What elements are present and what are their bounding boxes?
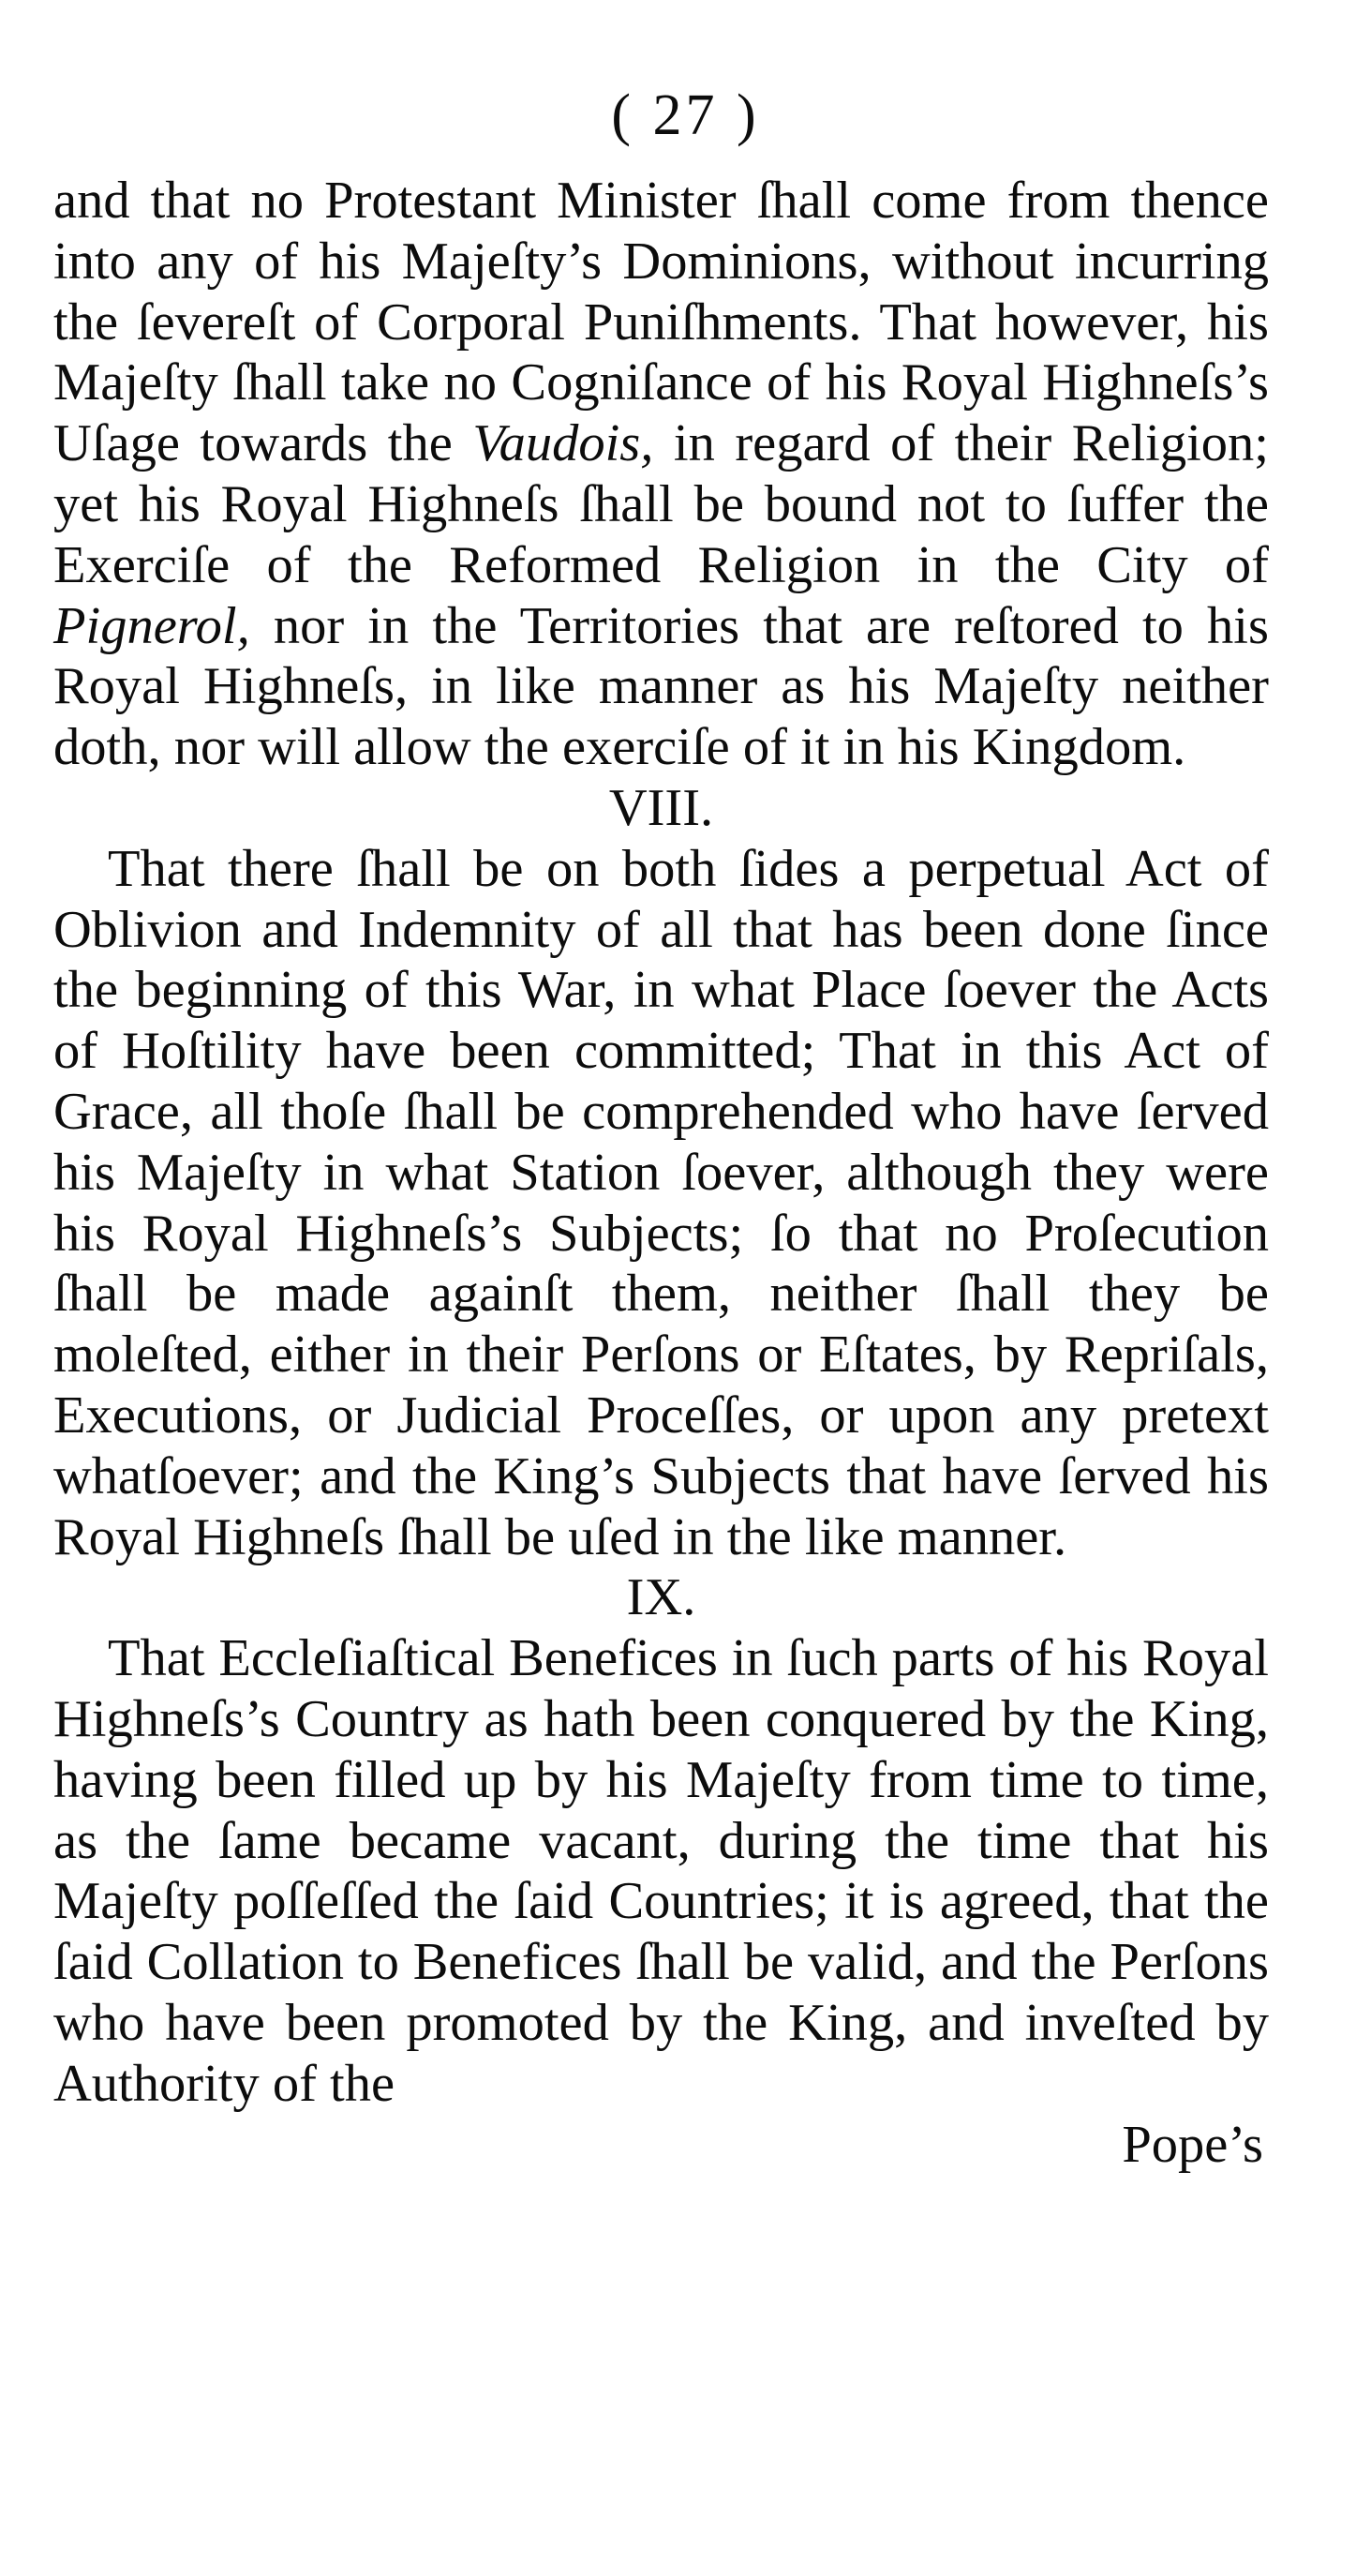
paragraph-text-end: nor in the Territories that are reſtored to his Royal Highneſs, in like manner as his Majeſty neither doth, nor will allow the exerciſe of it in his Kingdom.: [53, 596, 1269, 777]
article-ix-text: That Eccleſiaſtical Benefices in ſuch parts of his Royal Highneſs’s Country as hath been conquered by the King, having been filled up by his Majeſty from time to time, as the ſame became vacant, during the time that his Majeſty poſſeſſed the ſaid Countries; it is agreed, that the ſaid Collation to Benefices ſhall be valid, and the Perſons who have been promoted by the King, and inveſted by Authority of the: [53, 1629, 1269, 2113]
italic-name-vaudois: Vaudois,: [472, 414, 654, 473]
article-viii-text: That there ſhall be on both ſides a perpetual Act of Oblivion and Indemnity of all that has been done ſince the beginning of this War, in what Place ſoever the Acts of Hoſtility have been committed; That in this Act of Grace, all thoſe ſhall be comprehended who have ſerved his Majeſty in what Station ſoever, although they were his Royal Highneſs’s Subjects; ſo that no Proſecution ſhall be made againſt them, neither ſhall they be moleſted, either in their Perſons or Eſtates, by Repriſals, Executions, or Judicial Proceſſes, or upon any pretext whatſoever; and the King’s Subjects that have ſerved his Royal Highneſs ſhall be uſed in the like manner.: [53, 839, 1269, 1566]
page-number: ( 27 ): [611, 83, 760, 147]
article-ix-heading: IX.: [626, 1568, 696, 1627]
paragraph-text-start: and that no Protestant Minister ſhall come from thence into any of his Majeſty’s Dominions, without incurring the ſevereſt of Corporal Puniſhments. That however, his Majeſty ſhall take no Cogniſance of his Royal Highneſs’s Uſage towards the: [53, 172, 1269, 473]
page-body: [53, 171, 1269, 2175]
italic-name-pignerol: Pignerol,: [53, 596, 250, 655]
catchword: Pope’s: [1122, 2115, 1263, 2174]
continued-paragraph: [53, 171, 1269, 778]
paragraph-text-middle: in regard of their Religion; yet his Royal Highneſs ſhall be bound not to ſuffer the Exerciſe of the Reformed Religion in the City of: [53, 414, 1270, 594]
article-viii-heading: VIII.: [608, 778, 714, 837]
